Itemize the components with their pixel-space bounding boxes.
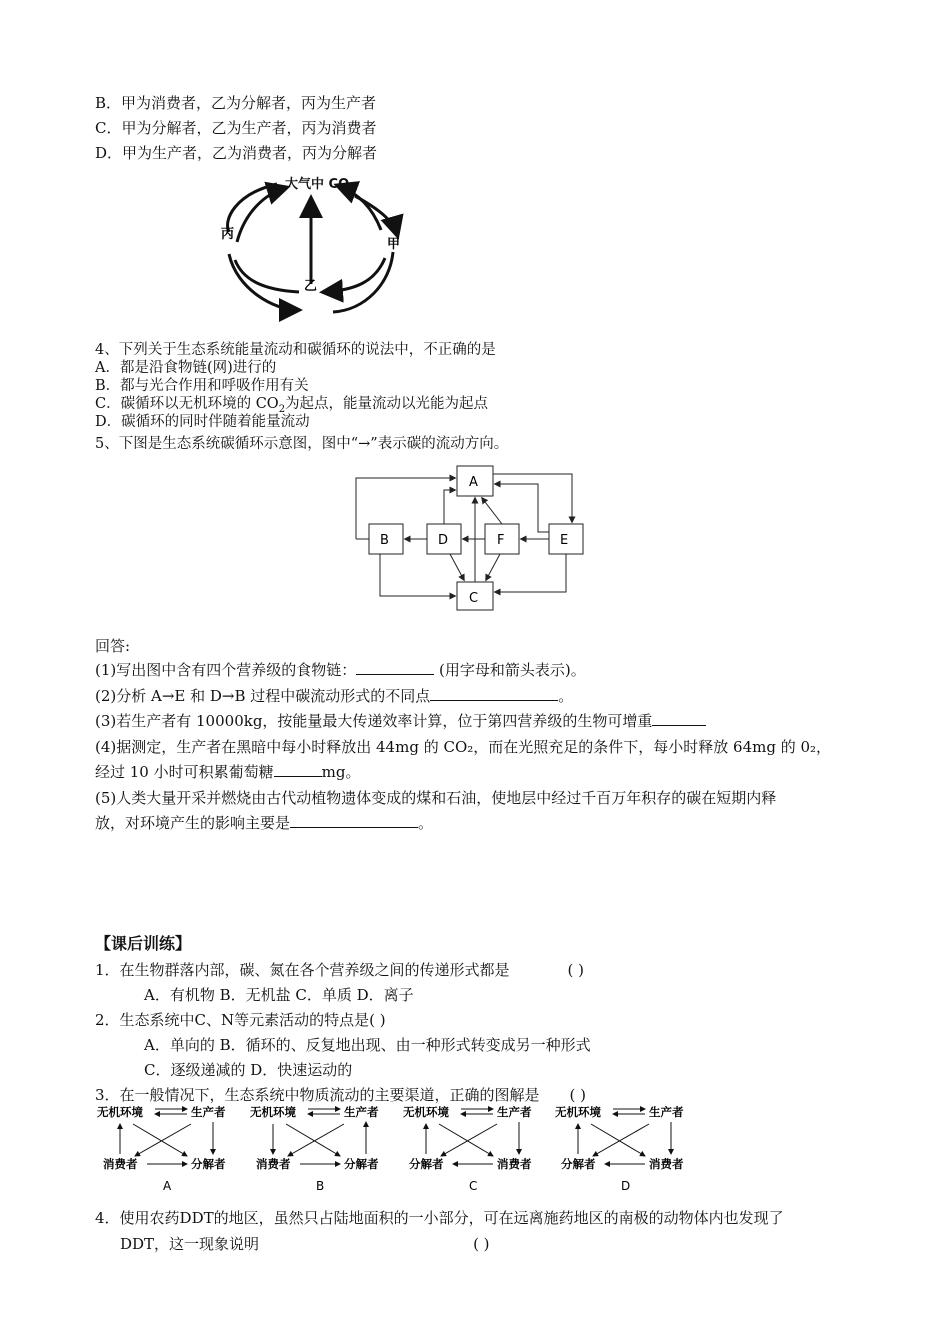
svg-text:生产者: 生产者	[191, 1105, 226, 1119]
q5-part-4-line-2: 经过 10 小时可积累葡萄糖 mg。	[95, 763, 361, 781]
node-jia: 甲	[387, 237, 401, 252]
svg-text:C: C	[469, 1179, 478, 1193]
node-f: F	[497, 533, 505, 548]
q4-option-b: B．都与光合作用和呼吸作用有关	[95, 378, 309, 394]
svg-text:生产者: 生产者	[344, 1105, 379, 1119]
flow-diagrams	[95, 1102, 700, 1194]
svg-text:无机环境: 无机环境	[555, 1105, 601, 1119]
node-e: E	[560, 533, 569, 548]
hw-q2-stem: 2．生态系统中C、N等元素活动的特点是( )	[95, 1011, 386, 1029]
q5-part-3: (3)若生产者有 10000kg，按能量最大传递效率计算，位于第四营养级的生物可增重	[95, 711, 706, 731]
node-yi: 乙	[304, 279, 318, 294]
q5-part-4-line-1: (4)据测定，生产者在黑暗中每小时释放出 44mg 的 CO₂，而在光照充足的条件下，每小时释放 64mg 的 0₂，	[95, 738, 832, 756]
carbon-cycle-figure	[215, 172, 415, 322]
svg-text:A: A	[163, 1179, 172, 1193]
q5-part-2: (2)分析 A→E 和 D→B 过程中碳流动形式的不同点 。	[95, 687, 574, 705]
svg-text:分解者: 分解者	[191, 1157, 226, 1171]
node-a: A	[469, 475, 478, 490]
hw-q1-options: A．有机物 B．无机盐 C．单质 D．离子	[144, 986, 414, 1004]
svg-text:消费者: 消费者	[103, 1157, 138, 1171]
svg-text:消费者: 消费者	[256, 1157, 291, 1171]
svg-text:B: B	[316, 1179, 325, 1193]
carbon-box-diagram	[350, 462, 590, 612]
svg-text:消费者: 消费者	[497, 1157, 532, 1171]
hw-q2-options-row-1: A．单向的 B．循环的、反复地出现、由一种形式转变成另一种形式	[144, 1036, 591, 1054]
hw-q4-line-2: DDT，这一现象说明 ( )	[120, 1235, 490, 1253]
q5-part-5-line-1: (5)人类大量开采并燃烧由古代动植物遗体变成的煤和石油，使地层中经过千百万年积存的碳在短期内释	[95, 789, 777, 807]
q5-blank-5[interactable]	[290, 813, 418, 828]
flow-diagram-b	[250, 1105, 379, 1193]
q5-blank-4[interactable]	[274, 762, 322, 777]
q5-stem: 5、下图是生态系统碳循环示意图，图中“→”表示碳的流动方向。	[95, 436, 509, 452]
svg-text:无机环境: 无机环境	[97, 1105, 143, 1119]
svg-text:生产者: 生产者	[649, 1105, 684, 1119]
q4-option-a: A．都是沿食物链(网)进行的	[95, 360, 277, 376]
q5-blank-2[interactable]	[430, 686, 558, 701]
flow-diagram-d	[555, 1105, 684, 1193]
node-bing: 丙	[221, 227, 235, 242]
hw-q2-options-row-2: C．逐级递减的 D．快速运动的	[144, 1061, 353, 1079]
node-b: B	[380, 533, 389, 548]
svg-text:分解者: 分解者	[561, 1157, 596, 1171]
flow-diagram-c	[403, 1105, 532, 1193]
svg-text:无机环境: 无机环境	[250, 1105, 296, 1119]
q4-stem: 4、下列关于生态系统能量流动和碳循环的说法中，不正确的是	[95, 342, 496, 358]
svg-text:消费者: 消费者	[649, 1157, 684, 1171]
q4-option-c: C．碳循环以无机环境的 $CO_2$为起点，能量流动以光能为起点	[95, 396, 489, 415]
svg-text:生产者: 生产者	[497, 1105, 532, 1119]
node-c: C	[469, 591, 479, 606]
q3-option-d: D．甲为生产者，乙为消费者，丙为分解者	[95, 144, 378, 162]
hw-q4-line-1: 4．使用农药DDT的地区，虽然只占陆地面积的一小部分，可在远离施药地区的南极的动物体内也发现了	[95, 1209, 784, 1227]
q5-part-5-line-2: 放，对环境产生的影响主要是 。	[95, 814, 434, 832]
q3-option-c: C．甲为分解者，乙为生产者，丙为消费者	[95, 119, 377, 137]
q4-option-d: D．碳循环的同时伴随着能量流动	[95, 414, 310, 430]
svg-text:无机环境: 无机环境	[403, 1105, 449, 1119]
q5-blank-3[interactable]	[652, 711, 706, 726]
svg-text:分解者: 分解者	[344, 1157, 379, 1171]
q5-blank-1[interactable]	[356, 660, 434, 675]
q3-option-b: B．甲为消费者，乙为分解者，丙为生产者	[95, 94, 377, 112]
homework-title: 【课后训练】	[95, 934, 192, 953]
flow-diagram-a	[97, 1105, 226, 1193]
hw-q1-stem: 1．在生物群落内部，碳、氮在各个营养级之间的传递形式都是 ( )	[95, 961, 585, 979]
svg-text:D: D	[621, 1179, 631, 1193]
hw-q3-stem: 3．在一般情况下，生态系统中物质流动的主要渠道，正确的图解是 ( )	[95, 1086, 587, 1104]
q5-answer-label: 回答:	[95, 637, 131, 655]
node-d: D	[438, 533, 449, 548]
q5-part-1: (1)写出图中含有四个营养级的食物链： (用字母和箭头表示)。	[95, 661, 586, 679]
svg-text:分解者: 分解者	[409, 1157, 444, 1171]
atmosphere-co2-label: 大气中 $CO_2$	[285, 177, 356, 194]
